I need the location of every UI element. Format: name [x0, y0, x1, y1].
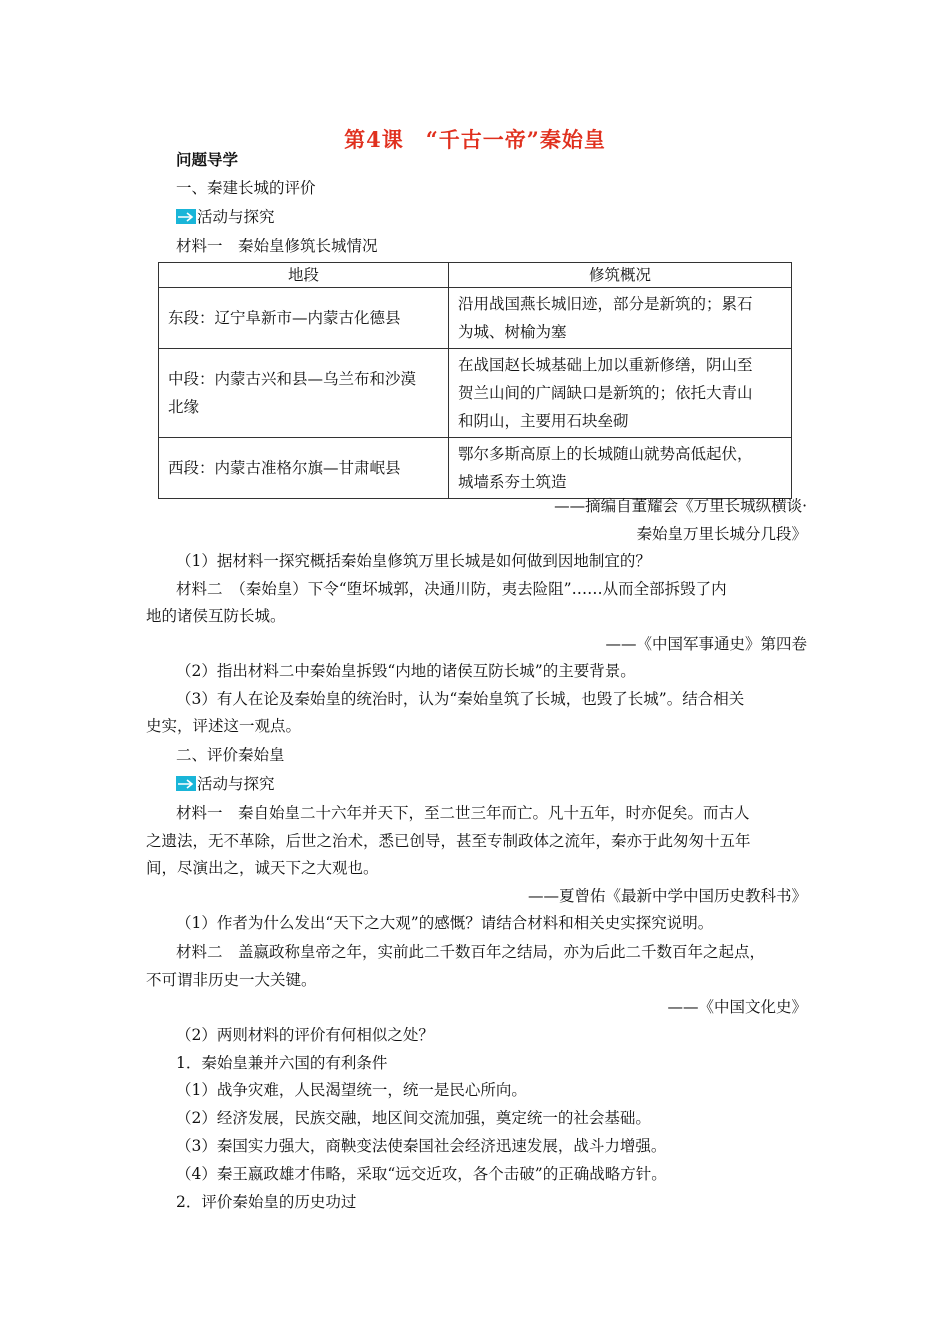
source-citation: ——夏曾佑《最新中学中国历史教科书》 [527, 887, 807, 905]
part1-material1-title: 材料一 秦始皇修筑长城情况 [176, 237, 378, 255]
table-cell-segment: 东段：辽宁阜新市—内蒙古化德县 [159, 288, 449, 349]
activity-label: 活动与探究 [197, 775, 275, 793]
section-heading: 问题导学 [176, 150, 239, 169]
point-item: （3）秦国实力强大，商鞅变法使秦国社会经济迅速发展，战斗力增强。 [176, 1137, 667, 1155]
great-wall-table [158, 262, 792, 499]
page-title: 第4课 “千古一帝”秦始皇 [344, 127, 606, 152]
part1-heading: 一、秦建长城的评价 [176, 179, 316, 197]
question: （2）两则材料的评价有何相似之处？ [176, 1026, 434, 1044]
table-row [159, 438, 792, 499]
table-header-row [159, 263, 792, 288]
table-cell-detail: 在战国赵长城基础上加以重新修缮，阴山至 贺兰山间的广阔缺口是新筑的；依托大青山 和阴山，主要用石块垒砌 [449, 349, 792, 438]
question: （3）有人在论及秦始皇的统治时，认为“秦始皇筑了长城，也毁了长城”。结合相关 [176, 690, 745, 708]
table-row [159, 288, 792, 349]
material-text: 间，尽演出之，诚天下之大观也。 [146, 859, 379, 877]
part2-activity [176, 774, 836, 794]
material-text: 材料二 盖嬴政称皇帝之年，实前此二千数百年之结局，亦为后此二千数百年之起点， [176, 943, 766, 961]
source-citation: ——摘编自董耀会《万里长城纵横谈· [554, 497, 807, 515]
part2-heading: 二、评价秦始皇 [176, 746, 285, 764]
source-citation: ——《中国军事通史》第四卷 [605, 635, 807, 653]
table-cell-detail: 沿用战国燕长城旧迹，部分是新筑的；累石 为城、树榆为塞 [449, 288, 792, 349]
arrow-right-icon [176, 209, 196, 224]
question: （2）指出材料二中秦始皇拆毁“内地的诸侯互防长城”的主要背景。 [176, 662, 636, 680]
question: 史实，评述这一观点。 [146, 717, 302, 735]
table-cell-segment: 西段：内蒙古准格尔旗—甘肃岷县 [159, 438, 449, 499]
activity-label: 活动与探究 [197, 208, 275, 226]
table-header-segment: 地段 [159, 263, 449, 288]
material-text: 之遗法，无不革除，后世之治术，悉已创导，甚至专制政体之流年，秦亦于此匆匆十五年 [146, 832, 751, 850]
source-citation: 秦始皇万里长城分几段》 [636, 525, 807, 543]
arrow-right-icon [176, 776, 196, 791]
material-text: 材料二 （秦始皇）下令“堕坏城郭，决通川防，夷去险阻”……从而全部拆毁了内 [176, 580, 727, 598]
table-cell-detail: 鄂尔多斯高原上的长城随山就势高低起伏， 城墙系夯土筑造 [449, 438, 792, 499]
point-item: （2）经济发展，民族交融，地区间交流加强，奠定统一的社会基础。 [176, 1109, 651, 1127]
question: （1）作者为什么发出“天下之大观”的感慨？请结合材料和相关史实探究说明。 [176, 914, 714, 932]
point-item: （1）战争灾难，人民渴望统一，统一是民心所向。 [176, 1081, 527, 1099]
material-text: 材料一 秦自始皇二十六年并天下，至二世三年而亡。凡十五年，时亦促矣。而古人 [176, 804, 750, 822]
table-header-detail: 修筑概况 [449, 263, 792, 288]
source-citation: ——《中国文化史》 [667, 998, 807, 1016]
table-row [159, 349, 792, 438]
point-heading: 1．秦始皇兼并六国的有利条件 [176, 1054, 388, 1072]
material-text: 地的诸侯互防长城。 [146, 607, 286, 625]
point-item: （4）秦王嬴政雄才伟略，采取“远交近攻，各个击破”的正确战略方针。 [176, 1165, 667, 1183]
part1-activity [176, 207, 836, 227]
table-cell-segment: 中段：内蒙古兴和县—乌兰布和沙漠 北缘 [159, 349, 449, 438]
point-heading: 2．评价秦始皇的历史功过 [176, 1193, 357, 1211]
material-text: 不可谓非历史一大关键。 [146, 971, 317, 989]
question: （1）据材料一探究概括秦始皇修筑万里长城是如何做到因地制宜的？ [176, 552, 651, 570]
